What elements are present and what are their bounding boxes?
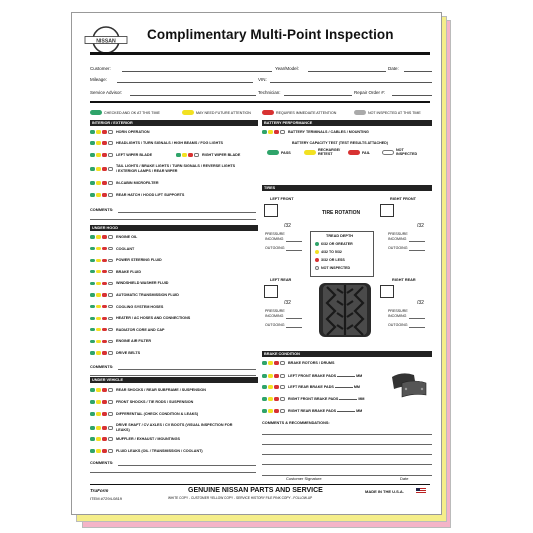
vin-field[interactable]: [270, 82, 432, 83]
brake-mm-field[interactable]: [339, 399, 357, 400]
brake-item-label: LEFT REAR BRAKE PADS: [288, 385, 334, 389]
service-advisor-field[interactable]: [130, 95, 256, 96]
brake-pads-icon: [390, 371, 430, 399]
underhood-item-label: HEATER / AC HOSES AND CONNECTIONS: [116, 316, 191, 321]
undervehicle-item-label: REAR SHOCKS / REAR SUBFRAME / SUSPENSION: [116, 388, 206, 392]
tagline: GENUINE NISSAN PARTS AND SERVICE: [188, 487, 323, 494]
interior-comments-field[interactable]: [118, 212, 256, 213]
section-tires-heading: TIRES: [262, 185, 432, 191]
interior-item-label: HORN OPERATION: [116, 130, 150, 134]
tire-tread-icon: [317, 281, 373, 339]
underhood-item-4[interactable]: [90, 281, 168, 285]
year-model-label: Year/Model:: [275, 66, 299, 71]
legend-not-inspected-label: NOT INSPECTED AT THIS TIME: [368, 110, 421, 115]
brake-item-3[interactable]: [262, 397, 364, 401]
interior-item-1[interactable]: [90, 141, 223, 145]
rr-incoming-field[interactable]: [409, 318, 425, 319]
left-rear-fraction: /32: [284, 300, 291, 306]
status-dots[interactable]: [90, 351, 113, 354]
technician-label: Technician:: [258, 90, 281, 95]
status-dots[interactable]: [90, 130, 113, 133]
underhood-item-label: RADIATOR CORE AND CAP: [116, 327, 165, 332]
battery-pass-option[interactable]: PASS: [267, 150, 291, 155]
lf-pressure-label: PRESSURE: [265, 232, 285, 236]
status-dots[interactable]: [90, 412, 113, 415]
status-dots[interactable]: [90, 235, 113, 238]
legend-gray-pill: [354, 110, 366, 115]
fields-rule: [90, 101, 430, 103]
brake-item-label: RIGHT REAR BRAKE PADS: [288, 409, 337, 413]
rf-outgoing-field[interactable]: [409, 250, 425, 251]
brake-item-1[interactable]: [262, 374, 362, 378]
lr-incoming-field[interactable]: [286, 318, 302, 319]
left-rear-label: LEFT REAR: [270, 278, 292, 282]
right-rear-tire-box[interactable]: [380, 285, 394, 298]
interior-comments-line2[interactable]: [90, 219, 256, 220]
underhood-item-label: WINDSHIELD WASHER FLUID: [116, 281, 169, 286]
tread-3-32: 3/32 OR LESS: [315, 258, 345, 262]
underhood-item-5[interactable]: [90, 293, 179, 297]
brake-item-label: LEFT FRONT BRAKE PADS: [288, 374, 337, 378]
underhood-item-label: COOLING SYSTEM HOSES: [116, 304, 164, 309]
status-dots[interactable]: [90, 305, 113, 308]
brake-mm-field[interactable]: [337, 411, 355, 412]
interior-item-label: LEFT WIPER BLADE: [116, 153, 153, 157]
underhood-item-8[interactable]: [90, 328, 164, 332]
underhood-item-10[interactable]: [90, 351, 140, 355]
right-front-label: RIGHT FRONT: [390, 197, 416, 201]
us-flag-icon: [416, 488, 426, 494]
underhood-item-label: ENGINE OIL: [116, 235, 138, 239]
legend-green-pill: [90, 110, 102, 115]
undervehicle-item-label: FRONT SHOCKS / TIE RODS / SUSPENSION: [116, 400, 194, 404]
repair-order-field[interactable]: [392, 95, 432, 96]
status-dots[interactable]: [90, 282, 113, 285]
brake-mm-unit: MM: [358, 397, 365, 401]
brake-item-2[interactable]: [262, 385, 360, 389]
undervehicle-item-label: DRIVE SHAFT / CV AXLES / CV BOOTS (VISUAL INSPECTION FOR LEAKS): [116, 423, 233, 432]
date-field[interactable]: [404, 71, 432, 72]
undervehicle-item-label: FLUID LEAKS (OIL / TRANSMISSION / COOLANT): [116, 449, 203, 453]
underhood-item-label: ENGINE AIR FILTER: [116, 339, 152, 344]
undervehicle-item-3[interactable]: [90, 423, 238, 433]
lr-incoming-label: INCOMING: [265, 314, 284, 318]
status-dots[interactable]: [90, 293, 113, 296]
interior-item-5[interactable]: [90, 181, 159, 185]
left-rear-tire-box[interactable]: [264, 285, 278, 298]
interior-item-label: REAR HATCH / HOOD LIFT SUPPORTS: [116, 193, 185, 197]
interior-item-label: IN-CABIN MICROFILTER: [116, 181, 159, 185]
brake-comments-label: COMMENTS & RECOMMENDATIONS:: [262, 421, 330, 425]
brake-mm-unit: MM: [353, 385, 360, 389]
lr-outgoing-field[interactable]: [286, 327, 302, 328]
brake-item-4[interactable]: [262, 409, 362, 413]
battery-capacity-title: BATTERY CAPACITY TEST (TEST RESULTS ATTACHED): [292, 141, 388, 145]
left-front-label: LEFT FRONT: [270, 197, 294, 201]
status-dots[interactable]: [90, 153, 113, 156]
status-dots[interactable]: [90, 388, 113, 391]
battery-not-inspected-option[interactable]: NOT INSPECTED: [382, 148, 428, 156]
right-rear-fraction: /32: [417, 300, 424, 306]
interior-item-4[interactable]: [90, 164, 236, 174]
date-label: Date:: [388, 66, 399, 71]
underhood-item-3[interactable]: [90, 270, 141, 274]
underhood-comments-field[interactable]: [118, 369, 256, 370]
interior-item-label: RIGHT WIPER BLADE: [202, 153, 241, 157]
undervehicle-item-4[interactable]: [90, 437, 180, 441]
brake-comments-line3[interactable]: [262, 454, 432, 455]
underhood-item-7[interactable]: [90, 316, 190, 320]
status-dots[interactable]: [90, 317, 113, 320]
customer-field[interactable]: [122, 71, 272, 72]
undervehicle-item-label: DIFFERENTIAL (CHECK CONDITION & LEAKS): [116, 412, 199, 416]
page-title: Complimentary Multi-Point Inspection: [147, 27, 394, 42]
technician-field[interactable]: [284, 95, 352, 96]
brake-item-label: BRAKE ROTORS / DRUMS: [288, 361, 335, 365]
section-battery-heading: BATTERY PERFORMANCE: [262, 120, 432, 126]
undervehicle-comments-line2[interactable]: [90, 472, 256, 473]
brake-mm-field[interactable]: [337, 376, 355, 377]
lr-outgoing-label: OUTGOING: [265, 323, 285, 327]
interior-item-label: HEADLIGHTS / TURN SIGNALS / HIGH BEAMS / FOG LIGHTS: [116, 141, 223, 145]
year-model-field[interactable]: [308, 71, 386, 72]
lf-incoming-label: INCOMING: [265, 237, 284, 241]
service-advisor-label: Service Advisor:: [90, 90, 123, 95]
undervehicle-item-5[interactable]: [90, 449, 203, 453]
rf-incoming-field[interactable]: [409, 241, 425, 242]
customer-signature-label: Customer Signature: [286, 476, 322, 481]
brake-item-label: RIGHT FRONT BRAKE PADS: [288, 397, 339, 401]
status-dots[interactable]: [262, 409, 285, 412]
section-brakes-heading: BRAKE CONDITION: [262, 351, 432, 357]
logo-text: NISSAN: [96, 38, 116, 45]
status-dots[interactable]: [90, 181, 113, 184]
brake-mm-unit: MM: [356, 409, 363, 413]
battery-recharge-option[interactable]: RECHARGE/ RETEST: [304, 148, 344, 156]
legend-immediate: [262, 110, 336, 115]
brake-mm-unit: MM: [356, 374, 363, 378]
legend-red-pill: [262, 110, 274, 115]
status-dots[interactable]: [90, 426, 113, 429]
status-dots[interactable]: [262, 385, 285, 388]
underhood-item-label: DRIVE BELTS: [116, 351, 141, 355]
rr-incoming-label: INCOMING: [388, 314, 407, 318]
undervehicle-item-0[interactable]: [90, 388, 206, 392]
rf-pressure-label: PRESSURE: [388, 232, 408, 236]
status-dots[interactable]: [90, 449, 113, 452]
legend-future-label: MAY NEED FUTURE ATTENTION: [196, 110, 251, 115]
undervehicle-comments-label: COMMENTS:: [90, 461, 114, 465]
customer-label: Customer:: [90, 66, 111, 71]
status-dots[interactable]: [90, 167, 113, 170]
tread-4-5-32: 4/32 TO 5/32: [315, 250, 342, 254]
tread-6-32: 6/32 OR GREATER: [315, 242, 353, 246]
tread-depth-title: TREAD DEPTH: [326, 234, 354, 238]
legend-immediate-label: REQUIRES IMMEDIATE ATTENTION: [276, 110, 337, 115]
interior-comments-label: COMMENTS:: [90, 208, 114, 212]
tread-depth-box: [310, 231, 374, 277]
underhood-item-label: AUTOMATIC TRANSMISSION FLUID: [116, 293, 179, 297]
interior-item-6[interactable]: [90, 193, 184, 197]
legend-future: [182, 110, 251, 115]
left-front-fraction: /32: [284, 223, 291, 229]
repair-order-label: Repair Order #:: [354, 90, 386, 95]
rr-outgoing-field[interactable]: [409, 327, 425, 328]
lr-pressure-label: PRESSURE: [265, 309, 285, 313]
battery-terminals-row[interactable]: [262, 130, 369, 134]
legend-ok: [90, 110, 160, 115]
white-copy-sheet: [71, 12, 442, 515]
status-dots[interactable]: [262, 397, 285, 400]
right-front-fraction: /32: [417, 223, 424, 229]
status-dots[interactable]: [262, 374, 285, 377]
title-rule: [90, 52, 430, 55]
underhood-item-label: POWER STEERING FLUID: [116, 258, 162, 263]
rf-incoming-label: INCOMING: [388, 237, 407, 241]
rf-outgoing-label: OUTGOING: [388, 246, 408, 250]
rr-outgoing-label: OUTGOING: [388, 323, 408, 327]
status-dots[interactable]: [90, 340, 113, 343]
brake-comments-line1[interactable]: [262, 434, 432, 435]
brake-comments-line4[interactable]: [262, 464, 432, 465]
brake-mm-field[interactable]: [335, 387, 353, 388]
left-front-tire-box[interactable]: [264, 204, 278, 217]
brake-comments-line2[interactable]: [262, 444, 432, 445]
truform-brand: TruForm: [90, 488, 109, 493]
underhood-item-2[interactable]: [90, 258, 162, 262]
undervehicle-item-2[interactable]: [90, 412, 198, 416]
lf-outgoing-field[interactable]: [286, 250, 302, 251]
undervehicle-item-1[interactable]: [90, 400, 193, 404]
legend-yellow-pill: [182, 110, 194, 115]
signature-date-label: Date: [400, 476, 409, 481]
undervehicle-comments-field[interactable]: [118, 465, 256, 466]
item-number: ITEM #7294-0819: [90, 496, 123, 501]
undervehicle-item-label: MUFFLER / EXHAUST / MOUNTINGS: [116, 437, 180, 441]
lf-outgoing-label: OUTGOING: [265, 246, 285, 250]
battery-fail-option[interactable]: FAIL: [348, 150, 370, 155]
tire-rotation-label: TIRE ROTATION: [322, 210, 361, 216]
right-front-tire-box[interactable]: [380, 204, 394, 217]
legend-not-inspected: [354, 110, 421, 115]
underhood-comments-line2[interactable]: [90, 375, 256, 376]
footer-rule: [90, 484, 430, 485]
underhood-item-label: COOLANT: [116, 246, 135, 251]
underhood-item-1[interactable]: [90, 247, 134, 251]
interior-item-2[interactable]: [90, 153, 152, 157]
brake-item-0[interactable]: [262, 361, 334, 365]
status-dots[interactable]: [90, 328, 113, 331]
status-dots[interactable]: [90, 193, 113, 196]
battery-terminals-label: BATTERY TERMINALS / CABLES / MOUNTING: [288, 130, 369, 134]
underhood-item-0[interactable]: [90, 235, 137, 239]
section-undervehicle-heading: UNDER VEHICLE: [90, 377, 258, 383]
status-dots[interactable]: [176, 153, 199, 156]
underhood-item-label: BRAKE FLUID: [116, 269, 141, 274]
underhood-item-6[interactable]: [90, 305, 163, 309]
status-dots[interactable]: [90, 270, 113, 273]
section-interior-heading: INTERIOR / EXTERIOR: [90, 120, 258, 126]
interior-item-3[interactable]: [176, 153, 240, 157]
made-in-usa: MADE IN THE U.S.A.: [365, 489, 404, 494]
status-dots[interactable]: [90, 400, 113, 403]
status-dots[interactable]: [90, 259, 113, 262]
underhood-item-9[interactable]: [90, 339, 151, 343]
status-dots[interactable]: [90, 141, 113, 144]
interior-item-label: TAIL LIGHTS / BRAKE LIGHTS / TURN SIGNALS / REVERSE LIGHTS / EXTERIOR LAMPS / REAR WIPER: [116, 164, 236, 173]
tread-not-inspected: NOT INSPECTED: [315, 266, 350, 270]
section-underhood-heading: UNDER HOOD: [90, 225, 258, 231]
right-rear-label: RIGHT REAR: [392, 278, 416, 282]
status-dots[interactable]: [90, 247, 113, 250]
vin-label: VIN:: [258, 77, 267, 82]
legend-ok-label: CHECKED AND OK AT THIS TIME: [104, 110, 160, 115]
lf-incoming-field[interactable]: [286, 241, 302, 242]
mileage-label: Mileage:: [90, 77, 108, 82]
copy-distribution: WHITE COPY - CUSTOMER YELLOW COPY - SERVICE HISTORY FILE PINK COPY - FOLLOW-UP: [168, 496, 313, 500]
mileage-field[interactable]: [117, 82, 253, 83]
rr-pressure-label: PRESSURE: [388, 309, 408, 313]
underhood-comments-label: COMMENTS:: [90, 365, 114, 369]
interior-item-0[interactable]: [90, 130, 150, 134]
status-dots[interactable]: [90, 437, 113, 440]
status-dots[interactable]: [262, 361, 285, 364]
